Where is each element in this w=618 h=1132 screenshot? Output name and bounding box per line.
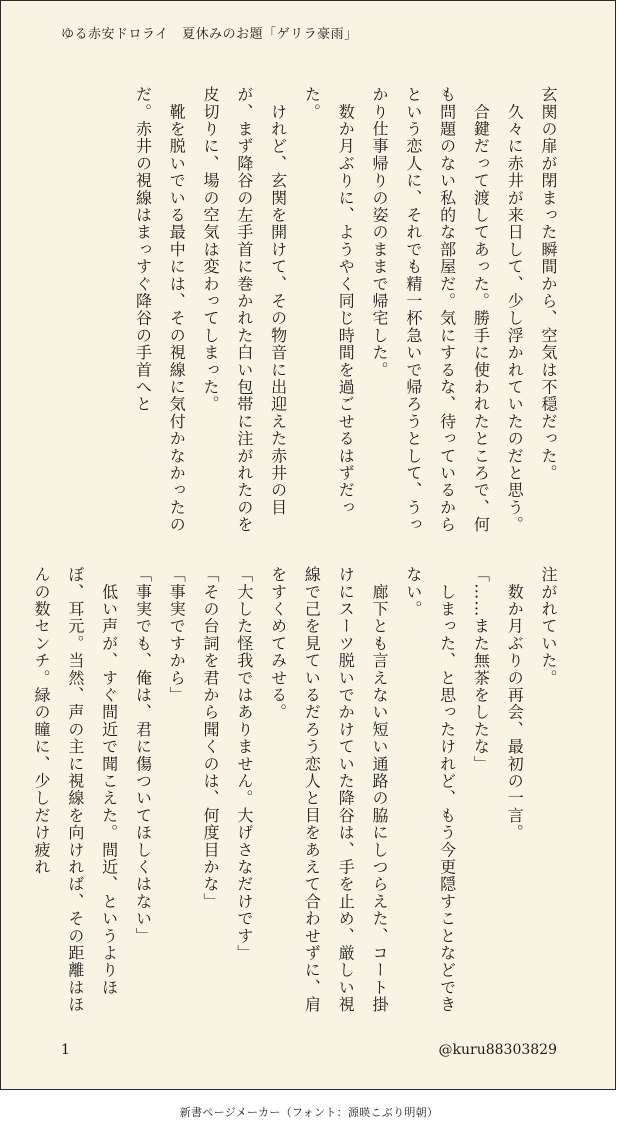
paragraph: 数か月ぶりに、ようやく同じ時間を過ごせるはずだった。 [302, 86, 356, 516]
paragraph: 玄関の扉が閉まった瞬間から、空気は不穏だった。 [539, 86, 558, 482]
paragraph: けれど、玄関を開けて、その物音に出迎えた赤井の目が、まず降谷の左手首に巻かれた白い包帯に注がれたのを皮切りに、場の空気は変わってしまった。 [201, 86, 288, 534]
dialogue: 「大した怪我ではありません。大げさなだけです」 [234, 566, 254, 962]
footer-credit: 新書ページメーカー（フォント：源暎こぶり明朝） [179, 1106, 439, 1119]
paragraph: 低い声が、すぐ間近で聞こえた。間近、というよりほぼ、耳元。当然、声の主に視線を向ければ、その距離はほんの数センチ。緑の瞳に、少しだけ疲れ [32, 566, 119, 1014]
dialogue: 「その台詞を君から聞くのは、何度目かな」 [201, 566, 221, 910]
paragraph: 注がれていた。 [539, 566, 558, 687]
text-block-top [57, 86, 565, 536]
paragraph: 靴を脱いでいる最中には、その視線に気付かなかったのだ。赤井の視線はまっすぐ降谷の手首へと [133, 86, 187, 534]
page-number: 1 [61, 1042, 70, 1058]
dialogue: 「事実でも、俺は、君に傷ついてほしくはない」 [133, 566, 153, 945]
dialogue: 「……また無茶をしたな」 [471, 566, 491, 773]
paragraph: 久々に赤井が来日して、少し浮かれていたのだと思う。 [505, 86, 525, 534]
paragraph: 廊下とも言えない短い通路の脇にしつらえた、コート掛けにスーツ脱いでかけていた降谷は、手を止め、厳しい視線で己を見ているだろう恋人と目をあえて合わせずに、肩をすくめてみせる。 [268, 566, 390, 1014]
paragraph: 合鍵だって渡してあった。勝手に使われたところで、何も問題のない私的な部屋だ。気にするな、待っているからという恋人に、それでも精一杯急いで帰ろうとして、うっかり仕事帰りの姿のままで帰宅した。 [370, 86, 491, 534]
paragraph: 数か月ぶりの再会、最初の一言。 [505, 566, 525, 842]
text-block-bottom [32, 566, 565, 1026]
header-title: ゆる赤安ドロライ 夏休みのお題「ゲリラ豪雨」 [61, 27, 358, 42]
author-handle: @kuru88303829 [438, 1042, 557, 1058]
paragraph: しまった、と思ったけれど、もう今更隠すことなどできない。 [403, 566, 457, 1014]
dialogue: 「事実ですから」 [167, 566, 187, 704]
